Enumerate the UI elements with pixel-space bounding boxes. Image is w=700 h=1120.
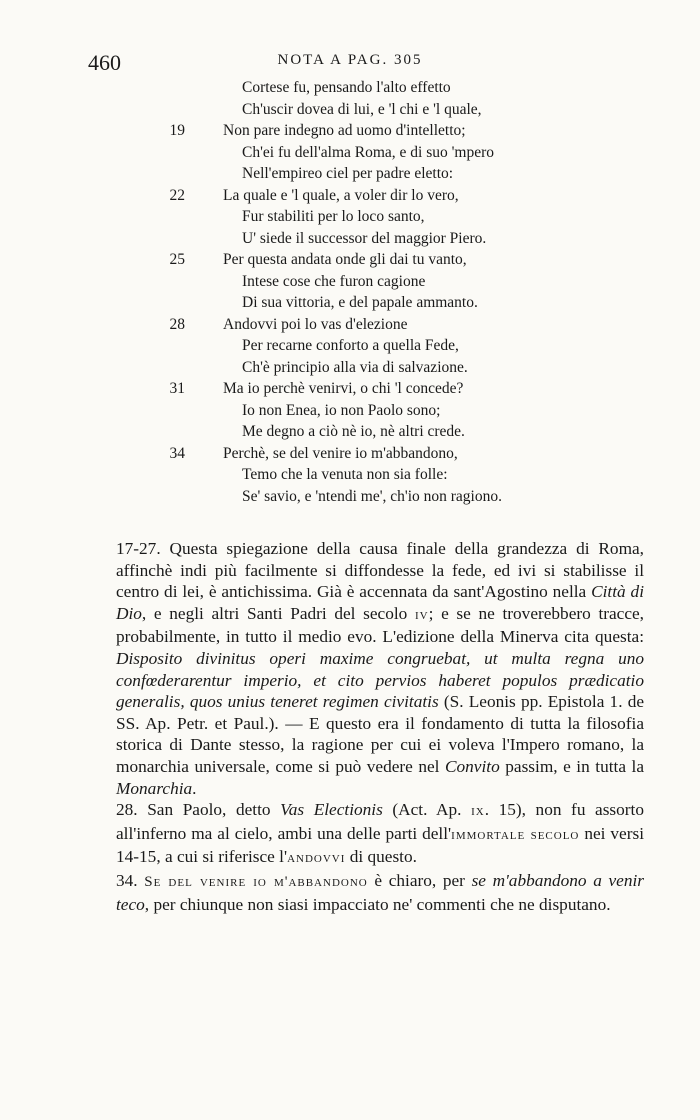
- verse-text: Intese cose che furon cagione: [242, 272, 426, 290]
- verse-line: [150, 77, 600, 99]
- verse-text: Ma io perchè venirvi, o chi 'l concede?: [223, 380, 464, 397]
- verse-line: [150, 335, 600, 357]
- page-number: 460: [88, 50, 121, 75]
- verse-text: U' siede il successor del maggior Piero.: [242, 229, 487, 247]
- verse-text: Se' savio, e 'ntendi me', ch'io non ragiono.: [242, 487, 502, 505]
- verse-text: La quale e 'l quale, a voler dir lo vero,: [223, 186, 459, 204]
- verse-line: [150, 206, 600, 228]
- verse-number: 31: [169, 380, 185, 397]
- verse-text: Me degno a ciò nè io, nè altri crede.: [242, 423, 465, 440]
- verse-number: 28: [169, 315, 185, 333]
- verse-line: [150, 314, 600, 336]
- verse-text: Per recarne conforto a quella Fede,: [242, 337, 459, 354]
- verse-line: [150, 400, 600, 422]
- verse-text: Temo che la venuta non sia folle:: [242, 466, 448, 483]
- commentary: [116, 538, 644, 915]
- verse-text: Ch'ei fu dell'alma Roma, e di suo 'mpero: [242, 143, 495, 161]
- verse-line: [150, 185, 600, 207]
- verse-text: Non pare indegno ad uomo d'intelletto;: [223, 122, 466, 139]
- verse-text: Ch'è principio alla via di salvazione.: [242, 358, 468, 376]
- verse-number: 25: [169, 251, 185, 268]
- verse-line: [150, 464, 600, 486]
- running-head: NOTA A PAG. 305: [277, 52, 423, 68]
- verse-line: [150, 443, 600, 465]
- verse-number: 19: [169, 122, 185, 139]
- verse-line: [150, 228, 600, 250]
- verse-line: [150, 271, 600, 293]
- verse-text: Ch'uscir dovea di lui, e 'l chi e 'l quale,: [242, 100, 482, 118]
- verse-line: [150, 378, 600, 400]
- verse-line: [150, 486, 600, 508]
- verse-text: Cortese fu, pensando l'alto effetto: [242, 79, 451, 96]
- verse-text: Andovvi poi lo vas d'elezione: [223, 315, 408, 333]
- verse-line: [150, 99, 600, 121]
- verse-line: [150, 163, 600, 185]
- verse-block: [150, 77, 600, 507]
- verse-line: [150, 421, 600, 443]
- verse-number: 34: [169, 444, 185, 462]
- verse-text: Fur stabiliti per lo loco santo,: [242, 208, 425, 225]
- verse-line: [150, 142, 600, 164]
- verse-line: [150, 292, 600, 314]
- note-28: 28. San Paolo, detto Vas Electionis (Act. Ap. ix. 15), non fu assorto all'inferno ma al cielo, ambi una delle parti dell'immortale secolo nei versi 14-15, a cui si riferisce l'andovvi di questo.: [116, 800, 644, 867]
- verse-text: Per questa andata onde gli dai tu vanto,: [223, 251, 467, 268]
- verse-text: Perchè, se del venire io m'abbandono,: [223, 444, 458, 462]
- verse-text: Io non Enea, io non Paolo sono;: [242, 401, 441, 419]
- verse-text: Nell'empireo ciel per padre eletto:: [242, 165, 454, 182]
- note-17-27: 17-27. Questa spiegazione della causa finale della grandezza di Roma, affinchè indi più facilmente si diffondesse la fede, ed ivi si stabilisse il centro di lei, è antichissima. Già è accennata da sant'Agostino nella Città di Dio, e negli altri Santi Padri del secolo iv; e se ne troverebbero tracce, probabilmente, in tutto il medio evo. L'edizione della Minerva cita questa: Disposito divinitus operi maxime congruebat, ut multa regna uno confœderarentur imperio, et cito pervios haberet populos prædicatio generalis, quos unius teneret regimen civitatis (S. Leonis pp. Epistola 1. de SS. Ap. Petr. et Paul.). — E questo era il fondamento di tutta la filosofia storica di Dante stesso, la ragione per cui ei voleva l'Impero romano, la monarchia universale, come si può vedere nel Convito passim, e in tutta la Monarchia.: [116, 539, 645, 798]
- verse-number: 22: [169, 186, 185, 204]
- verse-line: [150, 357, 600, 379]
- verse-line: [150, 249, 600, 271]
- note-34: 34. Se del venire io m'abbandono è chiaro, per se m'abbandono a venir teco, per chiunque non siasi impacciato ne' commenti che ne disputano.: [116, 870, 645, 914]
- verse-line: [150, 120, 600, 142]
- page-header: [88, 50, 612, 80]
- verse-text: Di sua vittoria, e del papale ammanto.: [242, 294, 478, 311]
